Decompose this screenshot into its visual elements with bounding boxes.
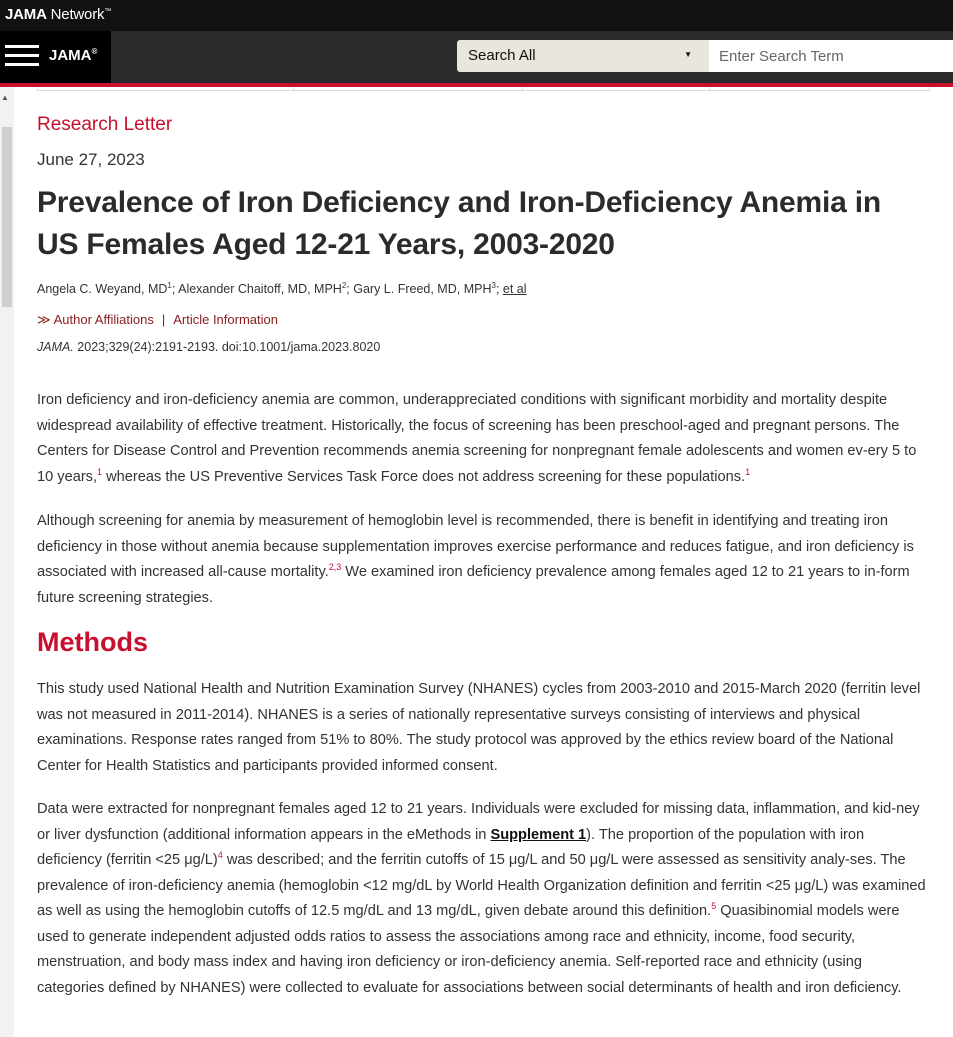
jama-logo[interactable]: JAMA® xyxy=(49,47,98,64)
supplement-link[interactable]: Supplement 1 xyxy=(490,826,587,843)
meta-links xyxy=(37,312,278,328)
citation: JAMA. 2023;329(24):2191-2193. doi:10.1001/jama.2023.8020 xyxy=(37,340,381,354)
section-heading-methods: Methods xyxy=(37,627,148,657)
article-information-link[interactable]: Article Information xyxy=(173,312,278,327)
article-type: Research Letter xyxy=(37,114,173,135)
reference-link[interactable]: 1 xyxy=(97,466,103,477)
search-scope-label: Search All xyxy=(468,47,536,64)
reference-link[interactable]: 2,3 xyxy=(328,562,342,573)
et-al-link[interactable]: et al xyxy=(502,282,527,297)
tab-divider xyxy=(293,87,294,91)
tab-divider xyxy=(709,87,710,91)
body-paragraph: This study used National Health and Nutrition Examination Survey (NHANES) cycles from 2003-2010 and 2015-March 2020 (ferritin level was not measured in 2011-2014). NHANES is a series of nationally representative surveys consisting of interviews and physical examinations. Response rates ranged from 51% to 80%. The study protocol was approved by the ethics review board of the National Center for Health Statistics and participants provided informed consent. xyxy=(37,681,921,774)
left-scroll-track[interactable] xyxy=(0,87,14,1037)
reference-link[interactable]: 4 xyxy=(217,850,223,861)
author-name[interactable]: Alexander Chaitoff, MD, MPH xyxy=(178,282,342,297)
scroll-thumb[interactable] xyxy=(2,127,12,307)
author-affiliations-link[interactable]: Author Affiliations xyxy=(53,312,154,327)
body-paragraph: Data were extracted for nonpregnant females aged 12 to 21 years. Individuals were excluded for missing data, inflammation, and kid-ney or liver dysfunction (additional information appears in the eMethods in Supplement 1). The proportion of the population with iron deficiency (ferritin <25 μg/L)$^4$ was described; and the ferritin cutoffs of 15 μg/L and 50 μg/L were assessed as sensitivity analy-ses. The prevalence of iron-deficiency anemia (hemoglobin <12 mg/dL by World Health Organization definition and ferritin <25 μg/L) was examined as well as using the hemoglobin cutoffs of 12.5 mg/dL and 13 mg/dL, given debate around this definition.$^5$ Quasibinomial models were used to generate independent adjusted odds ratios to assess the associations among race and ethnicity, income, food security, menstruation, and body mass index and having iron deficiency or iron-deficiency anemia. Self-reported race and ethnicity (using categories defined by NHANES) were collected to evaluate for associations between social determinants of health and iron deficiency. xyxy=(37,801,926,996)
jama-network-logo[interactable]: JAMA Network™ xyxy=(5,6,112,23)
tab-divider xyxy=(522,87,523,91)
reference-link[interactable]: 1 xyxy=(745,466,751,477)
meta-separator: | xyxy=(161,312,166,327)
body-paragraph: Although screening for anemia by measurement of hemoglobin level is recommended, there is benefit in identifying and treating iron deficiency in those without anemia because supplementation improves exercise performance and reduces fatigue, and iron deficiency is associated with increased all-cause mortality.$^{2,3}$ We examined iron deficiency prevalence among females aged 12 to 21 years to in-form future screening strategies. xyxy=(37,513,914,606)
journal-header xyxy=(0,31,953,83)
search-input[interactable] xyxy=(709,40,953,72)
hamburger-menu-icon[interactable] xyxy=(5,45,39,69)
reference-link[interactable]: 5 xyxy=(711,901,717,912)
author-name[interactable]: Gary L. Freed, MD, MPH xyxy=(353,282,492,297)
article-title: Prevalence of Iron Deficiency and Iron-Deficiency Anemia in US Females Aged 12-21 Years, 2003-2020 xyxy=(37,186,882,261)
network-bar xyxy=(0,0,953,31)
author-name[interactable]: Angela C. Weyand, MD xyxy=(37,282,168,297)
caret-down-icon: ▼ xyxy=(684,50,692,59)
search-scope-select[interactable] xyxy=(457,40,709,72)
body-paragraph: Iron deficiency and iron-deficiency anemia are common, underappreciated conditions with significant morbidity and mortality despite widespread availability of effective treatment. Historically, the focus of screening has been preschool-aged and pregnant persons. The Centers for Disease Control and Prevention recommends anemia screening for nonpregnant female adolescents and women ev-ery 5 to 10 years,$^1$ whereas the US Preventive Services Task Force does not address screening for these populations.$^1$ xyxy=(37,392,917,485)
publication-date: June 27, 2023 xyxy=(37,150,145,169)
menu-block[interactable] xyxy=(0,31,111,83)
chevron-right-icon: ≫ xyxy=(37,312,51,327)
scroll-up-icon[interactable]: ▲ xyxy=(1,93,9,102)
author-list: Angela C. Weyand, $MD^1$; Alexander Chaitoff, MD, MPH$^2$; Gary L. Freed, MD, MPH$^3$; et al xyxy=(37,281,527,297)
article-tab-strip xyxy=(37,87,930,91)
